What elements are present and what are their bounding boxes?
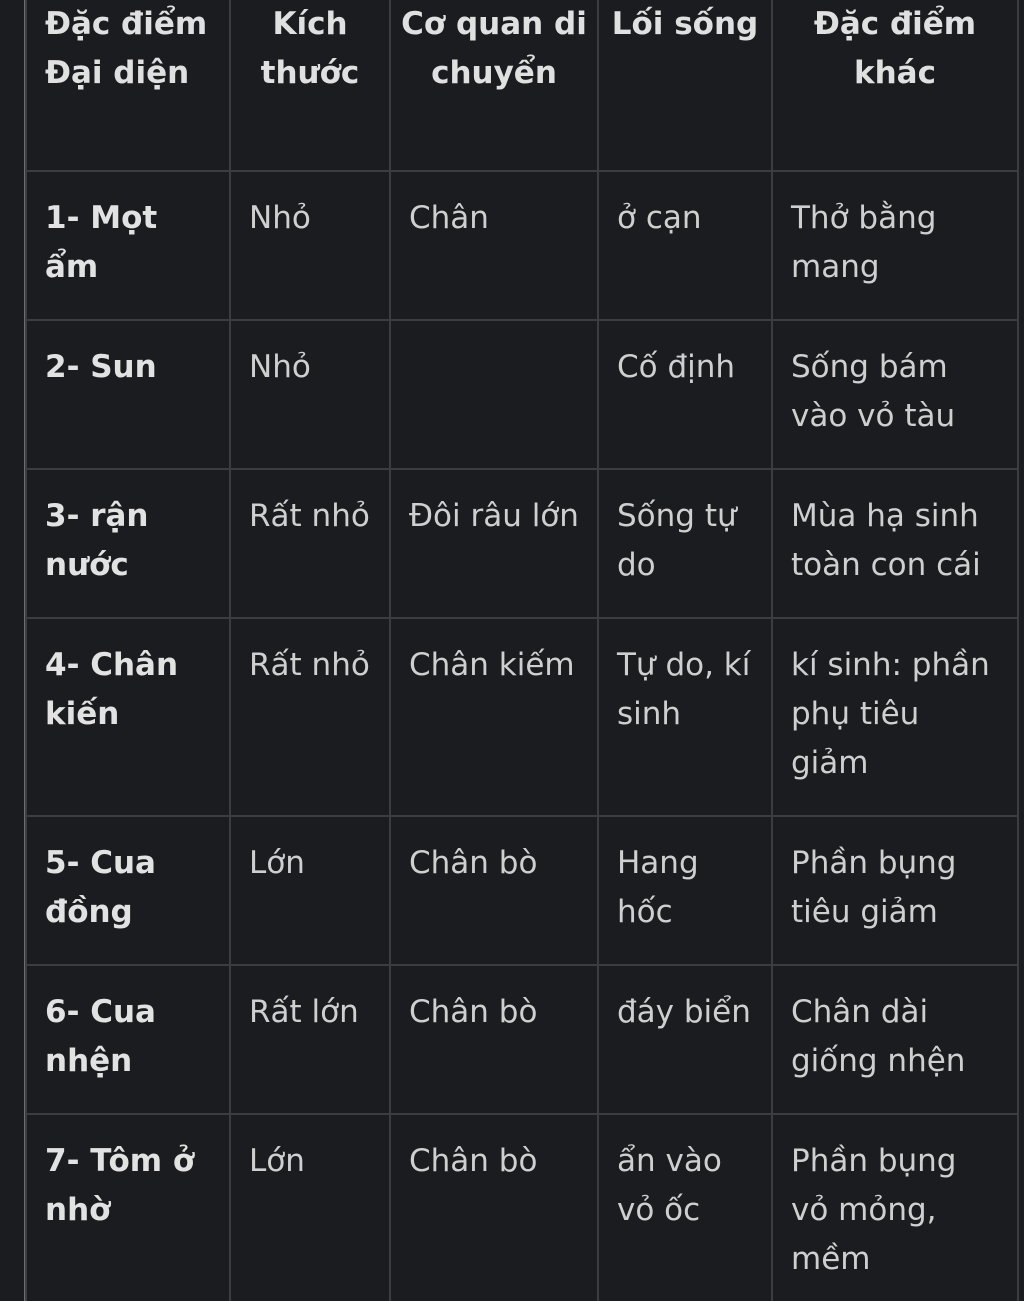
cell-representative: 6- Cua nhện bbox=[26, 965, 230, 1114]
cell-lifestyle: Cố định bbox=[598, 320, 772, 469]
table-row bbox=[26, 469, 1018, 618]
cell-lifestyle: đáy biển bbox=[598, 965, 772, 1114]
cell-size: Rất nhỏ bbox=[230, 618, 390, 816]
cell-locomotion: Chân bò bbox=[390, 816, 598, 965]
cell-lifestyle: Sống tự do bbox=[598, 469, 772, 618]
cell-locomotion: Chân bò bbox=[390, 1114, 598, 1301]
cell-representative: 4- Chân kiến bbox=[26, 618, 230, 816]
header-dac-diem-dai-dien: Đặc điểm Đại diện bbox=[26, 0, 230, 171]
header-dac-diem-khac: Đặc điểm khác bbox=[772, 0, 1018, 171]
cell-representative: 5- Cua đồng bbox=[26, 816, 230, 965]
cell-size: Nhỏ bbox=[230, 320, 390, 469]
cell-other: kí sinh: phần phụ tiêu giảm bbox=[772, 618, 1018, 816]
cell-other: Chân dài giống nhện bbox=[772, 965, 1018, 1114]
cell-size: Rất nhỏ bbox=[230, 469, 390, 618]
cell-lifestyle: ở cạn bbox=[598, 171, 772, 320]
cell-size: Nhỏ bbox=[230, 171, 390, 320]
header-kich-thuoc: Kích thước bbox=[230, 0, 390, 171]
cell-other: Thở bằng mang bbox=[772, 171, 1018, 320]
cell-size: Lớn bbox=[230, 1114, 390, 1301]
cell-representative: 7- Tôm ở nhờ bbox=[26, 1114, 230, 1301]
cell-lifestyle: Hang hốc bbox=[598, 816, 772, 965]
table-row bbox=[26, 965, 1018, 1114]
comparison-table bbox=[25, 0, 1019, 1301]
table-row bbox=[26, 320, 1018, 469]
cell-other: Phần bụng tiêu giảm bbox=[772, 816, 1018, 965]
cell-other: Mùa hạ sinh toàn con cái bbox=[772, 469, 1018, 618]
cell-other: Sống bám vào vỏ tàu bbox=[772, 320, 1018, 469]
cell-other: Phần bụng vỏ mỏng, mềm bbox=[772, 1114, 1018, 1301]
cell-locomotion: Chân bbox=[390, 171, 598, 320]
cell-representative: 2- Sun bbox=[26, 320, 230, 469]
cell-size: Rất lớn bbox=[230, 965, 390, 1114]
cell-representative: 1- Mọt ẩm bbox=[26, 171, 230, 320]
header-loi-song: Lối sống bbox=[598, 0, 772, 171]
cell-size: Lớn bbox=[230, 816, 390, 965]
cell-locomotion bbox=[390, 320, 598, 469]
table-row bbox=[26, 1114, 1018, 1301]
header-co-quan-di-chuyen: Cơ quan di chuyển bbox=[390, 0, 598, 171]
cell-locomotion: Chân bò bbox=[390, 965, 598, 1114]
cell-lifestyle: Tự do, kí sinh bbox=[598, 618, 772, 816]
cell-locomotion: Chân kiếm bbox=[390, 618, 598, 816]
cell-representative: 3- rận nước bbox=[26, 469, 230, 618]
table-row bbox=[26, 816, 1018, 965]
header-row bbox=[26, 0, 1018, 171]
cell-lifestyle: ẩn vào vỏ ốc bbox=[598, 1114, 772, 1301]
table-row bbox=[26, 618, 1018, 816]
table-row bbox=[26, 171, 1018, 320]
cell-locomotion: Đôi râu lớn bbox=[390, 469, 598, 618]
